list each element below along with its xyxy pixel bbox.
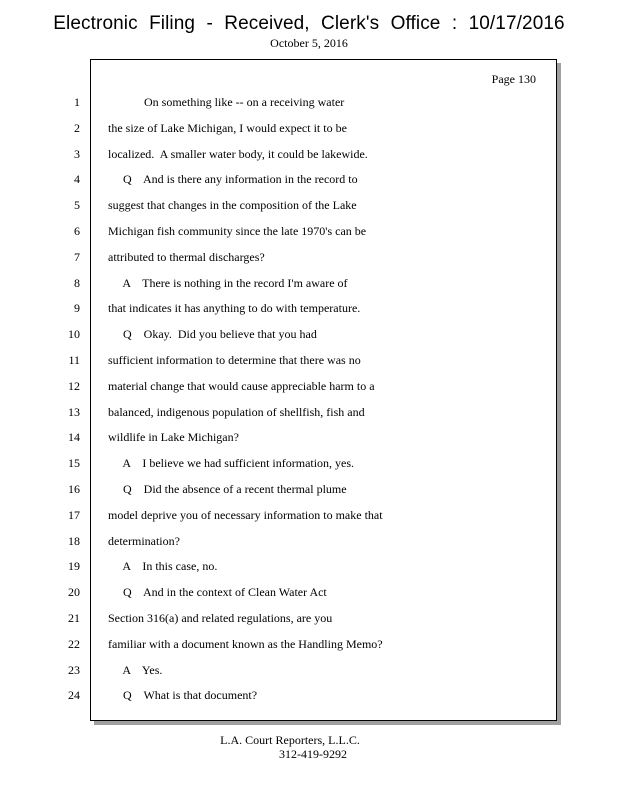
transcript-line-text: Q Okay. Did you believe that you had xyxy=(108,327,317,341)
transcript-line-text: that indicates it has anything to do with temperature. xyxy=(108,301,361,315)
transcript-line-text: Q Did the absence of a recent thermal plume xyxy=(108,482,347,496)
line-number: 6 xyxy=(74,224,80,238)
transcript-line-text: Q And in the context of Clean Water Act xyxy=(108,585,327,599)
line-number: 7 xyxy=(74,250,80,264)
transcript-line-text: wildlife in Lake Michigan? xyxy=(108,430,239,444)
transcript-line-text: material change that would cause appreciable harm to a xyxy=(108,379,375,393)
transcript-line-text: localized. A smaller water body, it could be lakewide. xyxy=(108,147,368,161)
line-number: 9 xyxy=(74,301,80,315)
transcript-line-text: suggest that changes in the composition of the Lake xyxy=(108,198,357,212)
transcript-line-text: A In this case, no. xyxy=(108,559,218,573)
transcript-line-text: the size of Lake Michigan, I would expect it to be xyxy=(108,121,347,135)
line-number: 4 xyxy=(74,172,80,186)
transcript-line-text: attributed to thermal discharges? xyxy=(108,250,265,264)
line-number: 1 xyxy=(74,95,80,109)
line-number: 13 xyxy=(68,405,80,419)
line-number: 15 xyxy=(68,456,80,470)
line-number: 2 xyxy=(74,121,80,135)
transcript-line-text: Q And is there any information in the record to xyxy=(108,172,358,186)
line-number: 21 xyxy=(68,611,80,625)
transcript-line-text: determination? xyxy=(108,534,180,548)
transcript-line-text: balanced, indigenous population of shellfish, fish and xyxy=(108,405,365,419)
page-number: Page 130 xyxy=(491,72,536,86)
court-reporter-firm: L.A. Court Reporters, L.L.C. xyxy=(220,733,360,747)
line-number: 18 xyxy=(68,534,80,548)
line-number: 8 xyxy=(74,276,80,290)
electronic-filing-stamp: Electronic Filing - Received, Clerk's Office : 10/17/2016 xyxy=(53,13,565,34)
transcript-line-text: Michigan fish community since the late 1970's can be xyxy=(108,224,367,238)
line-number: 24 xyxy=(68,688,80,702)
line-number: 3 xyxy=(74,147,80,161)
transcript-line-text: sufficient information to determine that there was no xyxy=(108,353,361,367)
line-number: 17 xyxy=(68,508,80,522)
transcript-line-text: model deprive you of necessary information to make that xyxy=(108,508,383,522)
court-reporter-phone: 312-419-9292 xyxy=(279,747,347,761)
transcript-line-text: familiar with a document known as the Handling Memo? xyxy=(108,637,383,651)
line-number: 14 xyxy=(68,430,80,444)
line-number: 16 xyxy=(68,482,80,496)
line-number: 12 xyxy=(68,379,80,393)
line-number: 11 xyxy=(68,353,80,367)
line-number: 19 xyxy=(68,559,80,573)
hearing-date: October 5, 2016 xyxy=(270,36,348,50)
line-number: 5 xyxy=(74,198,80,212)
line-number: 10 xyxy=(68,327,80,341)
line-number: 23 xyxy=(68,663,80,677)
transcript-line-text: A I believe we had sufficient information, yes. xyxy=(108,456,355,470)
transcript-line-text: Section 316(a) and related regulations, are you xyxy=(108,611,333,625)
transcript-line-text: A There is nothing in the record I'm aware of xyxy=(108,276,348,290)
transcript-line-text: Q What is that document? xyxy=(108,688,258,702)
transcript-line-text: On something like -- on a receiving water xyxy=(108,95,345,109)
line-number: 22 xyxy=(68,637,80,651)
transcript-line-text: A Yes. xyxy=(108,663,163,677)
line-number: 20 xyxy=(68,585,80,599)
